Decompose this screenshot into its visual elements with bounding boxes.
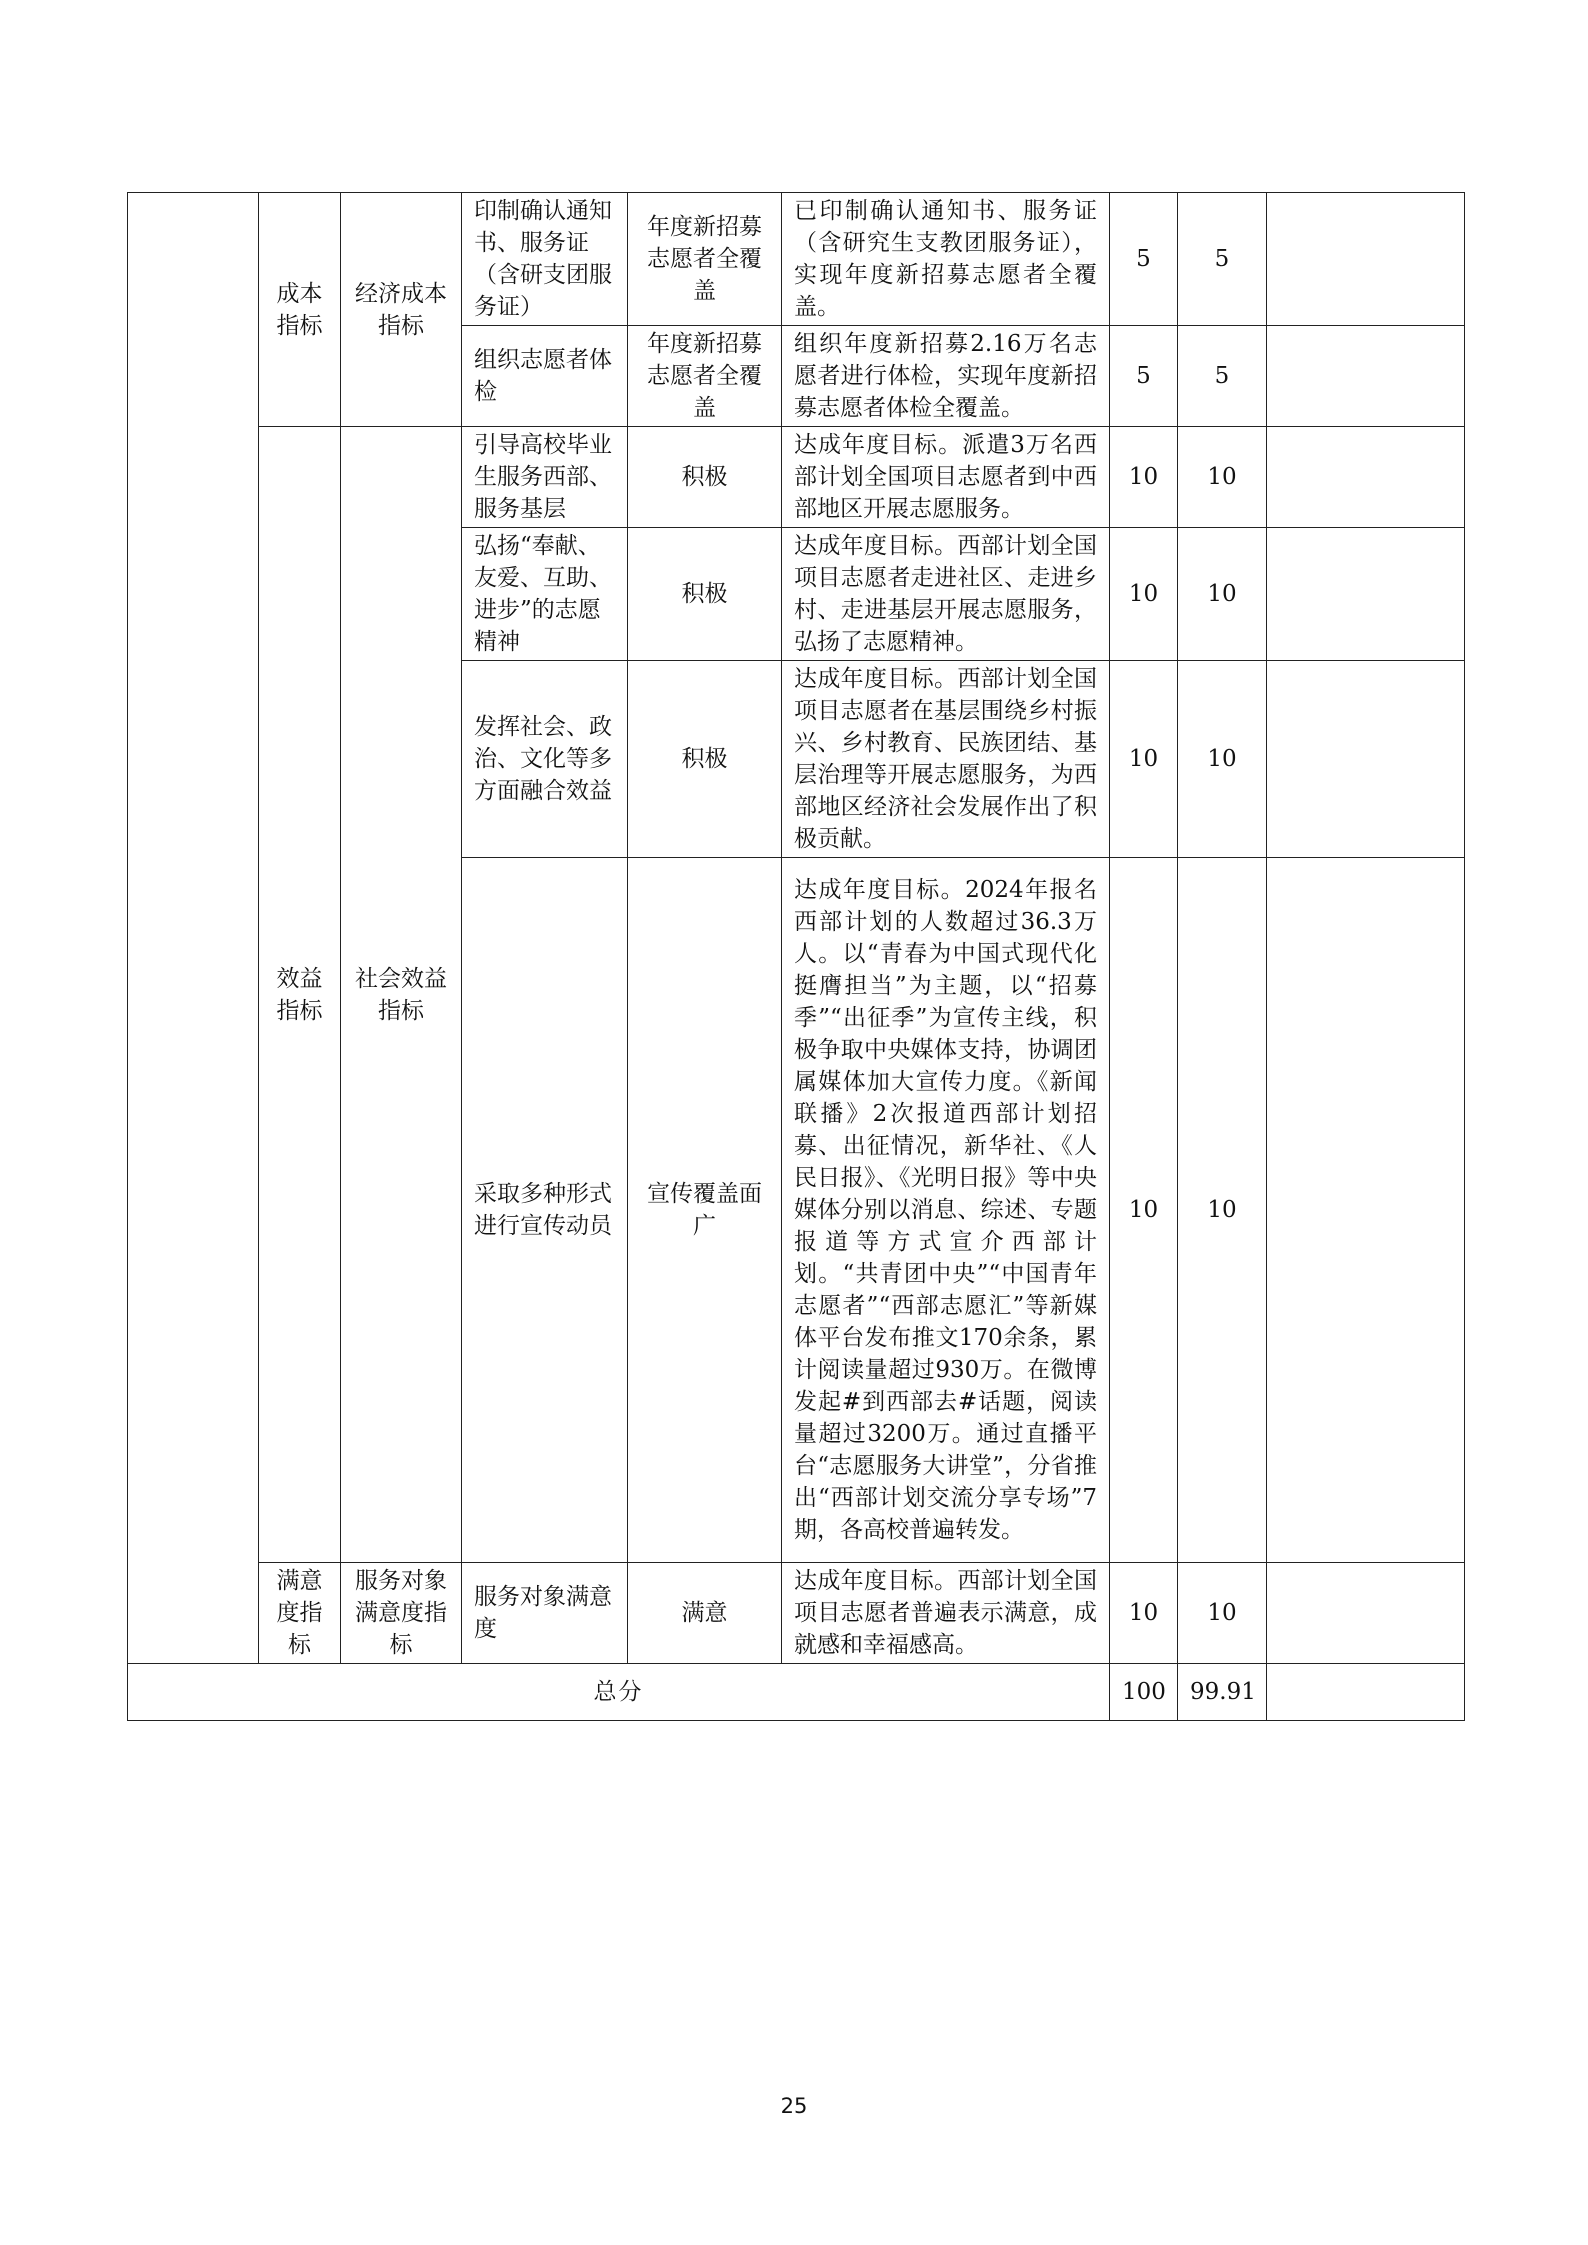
indicator-score: 10 [1178, 661, 1267, 858]
table-row [128, 1563, 1465, 1664]
level3-social-benefit-indicator: 社会效益指标 [341, 427, 462, 1563]
indicator-target: 积极 [628, 661, 782, 858]
indicator-score: 5 [1178, 193, 1267, 326]
indicator-target: 宣传覆盖面广 [628, 858, 782, 1563]
indicator-name: 采取多种形式进行宣传动员 [462, 858, 628, 1563]
indicator-score: 10 [1178, 1563, 1267, 1664]
level2-cost-indicator: 成本指标 [259, 193, 341, 427]
indicator-weight: 10 [1110, 661, 1178, 858]
indicator-completion: 达成年度目标。西部计划全国项目志愿者在基层围绕乡村振兴、乡村教育、民族团结、基层治理等开展志愿服务，为西部地区经济社会发展作出了积极贡献。 [782, 661, 1110, 858]
indicator-note [1267, 326, 1465, 427]
total-weight: 100 [1110, 1664, 1178, 1721]
indicator-note [1267, 858, 1465, 1563]
indicator-weight: 10 [1110, 427, 1178, 528]
indicator-note [1267, 193, 1465, 326]
indicator-note [1267, 427, 1465, 528]
indicator-name: 印制确认通知书、服务证（含研支团服务证） [462, 193, 628, 326]
indicator-completion: 已印制确认通知书、服务证（含研究生支教团服务证），实现年度新招募志愿者全覆盖。 [782, 193, 1110, 326]
indicator-target: 积极 [628, 528, 782, 661]
indicator-target: 满意 [628, 1563, 782, 1664]
indicator-weight: 5 [1110, 193, 1178, 326]
indicator-completion: 组织年度新招募2.16万名志愿者进行体检，实现年度新招募志愿者体检全覆盖。 [782, 326, 1110, 427]
level1-indicator-cell [128, 193, 259, 1664]
indicator-completion: 达成年度目标。西部计划全国项目志愿者普遍表示满意，成就感和幸福感高。 [782, 1563, 1110, 1664]
total-row [128, 1664, 1465, 1721]
level2-benefit-indicator: 效益指标 [259, 427, 341, 1563]
indicator-score: 10 [1178, 427, 1267, 528]
total-label: 总分 [128, 1664, 1110, 1721]
indicator-name: 服务对象满意度 [462, 1563, 628, 1664]
indicator-name: 引导高校毕业生服务西部、服务基层 [462, 427, 628, 528]
level2-satisfaction-indicator: 满意度指标 [259, 1563, 341, 1664]
indicator-note [1267, 528, 1465, 661]
indicator-completion: 达成年度目标。2024年报名西部计划的人数超过36.3万人。以“青春为中国式现代化挺膺担当”为主题，以“招募季”“出征季”为宣传主线，积极争取中央媒体支持，协调团属媒体加大宣传力度。《新闻联播》2次报道西部计划招募、出征情况，新华社、《人民日报》、《光明日报》等中央媒体分别以消息、综述、专题报道等方式宣介西部计划。“共青团中央”“中国青年志愿者”“西部志愿汇”等新媒体平台发布推文170余条，累计阅读量超过930万。在微博发起#到西部去#话题，阅读量超过3200万。通过直播平台“志愿服务大讲堂”，分省推出“西部计划交流分享专场”7期，各高校普遍转发。 [782, 858, 1110, 1563]
indicator-name: 组织志愿者体检 [462, 326, 628, 427]
indicator-completion: 达成年度目标。西部计划全国项目志愿者走进社区、走进乡村、走进基层开展志愿服务，弘扬了志愿精神。 [782, 528, 1110, 661]
indicator-weight: 10 [1110, 858, 1178, 1563]
performance-indicator-table [127, 192, 1465, 1721]
indicator-completion: 达成年度目标。派遣3万名西部计划全国项目志愿者到中西部地区开展志愿服务。 [782, 427, 1110, 528]
level3-service-satisfaction-indicator: 服务对象满意度指标 [341, 1563, 462, 1664]
indicator-score: 10 [1178, 528, 1267, 661]
page-number: 25 [780, 2094, 808, 2118]
indicator-weight: 10 [1110, 528, 1178, 661]
indicator-score: 10 [1178, 858, 1267, 1563]
total-score: 99.91 [1178, 1664, 1267, 1721]
indicator-weight: 5 [1110, 326, 1178, 427]
indicator-target: 年度新招募志愿者全覆盖 [628, 326, 782, 427]
table-row [128, 427, 1465, 528]
indicator-name: 发挥社会、政治、文化等多方面融合效益 [462, 661, 628, 858]
indicator-target: 年度新招募志愿者全覆盖 [628, 193, 782, 326]
indicator-note [1267, 661, 1465, 858]
level3-economic-cost-indicator: 经济成本指标 [341, 193, 462, 427]
total-note [1267, 1664, 1465, 1721]
table-row [128, 193, 1465, 326]
indicator-target: 积极 [628, 427, 782, 528]
indicator-name: 弘扬“奉献、友爱、互助、进步”的志愿精神 [462, 528, 628, 661]
indicator-score: 5 [1178, 326, 1267, 427]
indicator-weight: 10 [1110, 1563, 1178, 1664]
indicator-note [1267, 1563, 1465, 1664]
